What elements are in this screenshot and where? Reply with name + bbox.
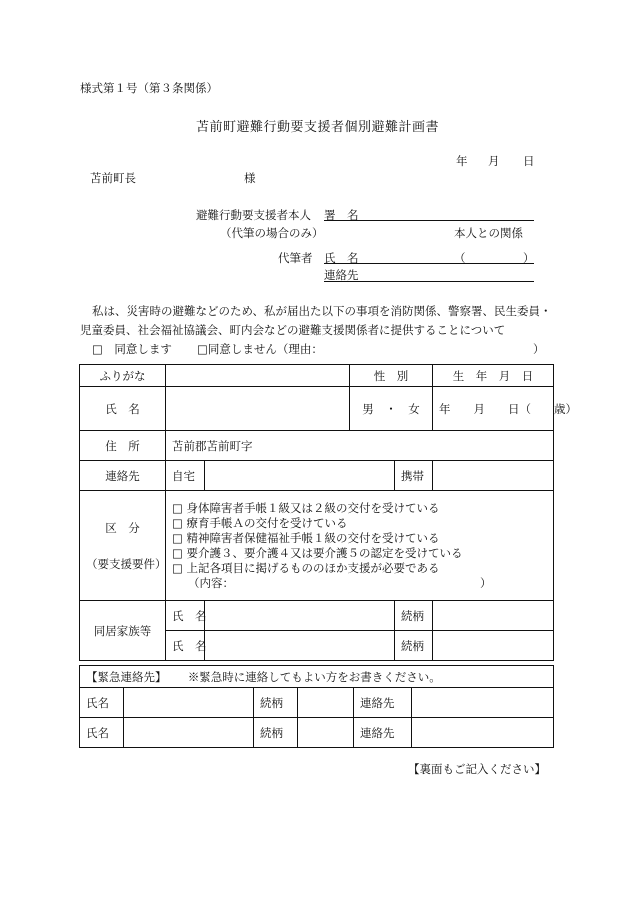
category-label xyxy=(80,491,166,601)
principal-label: 避難行動要支援者本人 xyxy=(196,208,311,222)
proxy-contact-label: 連絡先 xyxy=(324,268,359,282)
family-relation-label: 続柄 xyxy=(395,601,433,631)
home-phone-input[interactable] xyxy=(205,461,395,491)
emergency-contact-label: 連絡先 xyxy=(354,688,412,718)
category-subtitle: （要支援要件） xyxy=(86,556,167,571)
name-label: 氏 名 xyxy=(80,387,166,431)
footer-note: 【裏面もご記入ください】 xyxy=(408,762,546,776)
family-name-input-1[interactable] xyxy=(205,601,395,631)
emergency-name-label: 氏名 xyxy=(80,718,124,748)
family-relation-label: 続柄 xyxy=(395,631,433,661)
mobile-label: 携帯 xyxy=(395,461,433,491)
category-checklist xyxy=(166,491,554,601)
family-name-label: 氏 名 xyxy=(166,601,205,631)
contact-label: 連絡先 xyxy=(80,461,166,491)
emergency-relation-input-2[interactable] xyxy=(298,718,354,748)
address-label: 住 所 xyxy=(80,431,166,461)
emergency-header xyxy=(80,666,554,688)
category-item-4[interactable]: □ 要介護３、要介護４又は要介護５の認定を受けている xyxy=(172,545,463,560)
home-phone-label: 自宅 xyxy=(166,461,205,491)
furigana-input[interactable] xyxy=(166,365,350,387)
emergency-note: ※緊急時に連絡してもよい方をお書きください。 xyxy=(187,669,441,684)
emergency-name-input-2[interactable] xyxy=(124,718,254,748)
applicant-table xyxy=(79,364,577,661)
furigana-label: ふりがな xyxy=(80,365,166,387)
emergency-contact-input-1[interactable] xyxy=(412,688,554,718)
consent-close-paren: ） xyxy=(533,342,545,356)
consent-agree-checkbox[interactable]: □ 同意します xyxy=(92,342,172,356)
family-name-input-2[interactable] xyxy=(205,631,395,661)
proxy-label: 代筆者 xyxy=(278,251,313,265)
date-day: 日 xyxy=(523,154,535,168)
addressee-honorific: 様 xyxy=(244,171,256,185)
emergency-title: 【緊急連絡先】 xyxy=(86,669,167,684)
family-name-label: 氏 名 xyxy=(166,631,205,661)
category-item-5[interactable]: □ 上記各項目に掲げるもののほか支援が必要である xyxy=(172,560,440,575)
consent-disagree-checkbox[interactable]: □同意しません（理由： xyxy=(197,342,323,356)
family-relation-input-1[interactable] xyxy=(433,601,554,631)
form-number: 様式第１号（第３条関係） xyxy=(80,81,218,95)
gender-options[interactable]: 男 ・ 女 xyxy=(350,387,433,431)
gender-label: 性 別 xyxy=(350,365,433,387)
relation-label: 本人との関係 xyxy=(454,226,523,240)
category-item-2[interactable]: □ 療育手帳Ａの交付を受けている xyxy=(172,515,348,530)
proxy-contact-field[interactable] xyxy=(324,281,534,282)
emergency-relation-label: 続柄 xyxy=(254,688,298,718)
date-month: 月 xyxy=(488,154,500,168)
consent-line-1: 私は、災害時の避難などのため、私が届出た以下の事項を消防関係、警察署、民生委員・ xyxy=(92,304,552,318)
family-relation-input-2[interactable] xyxy=(433,631,554,661)
emergency-contact-label: 連絡先 xyxy=(354,718,412,748)
birth-label: 生 年 月 日 xyxy=(433,365,554,387)
category-item-3[interactable]: □ 精神障害者保健福祉手帳１級の交付を受けている xyxy=(172,530,440,545)
emergency-relation-label: 続柄 xyxy=(254,718,298,748)
category-detail-close: ） xyxy=(480,575,492,590)
emergency-table xyxy=(79,665,554,748)
category-title: 区 分 xyxy=(105,520,140,535)
name-input[interactable] xyxy=(166,387,350,431)
date-year: 年 xyxy=(456,154,468,168)
emergency-name-input-1[interactable] xyxy=(124,688,254,718)
consent-line-2: 児童委員、社会福祉協議会、町内会などの避難支援関係者に提供することについて xyxy=(80,323,506,337)
mobile-input[interactable] xyxy=(433,461,554,491)
proxy-note: （代筆の場合のみ） xyxy=(220,226,324,240)
addressee-name: 苫前町長 xyxy=(90,171,136,185)
family-label: 同居家族等 xyxy=(80,601,166,661)
proxy-relation-paren: （ ） xyxy=(454,251,535,265)
category-detail-label: （内容： xyxy=(188,575,234,590)
page-title: 苫前町避難行動要支援者個別避難計画書 xyxy=(196,120,440,135)
proxy-name-field[interactable] xyxy=(324,263,534,264)
emergency-name-label: 氏名 xyxy=(80,688,124,718)
emergency-relation-input-1[interactable] xyxy=(298,688,354,718)
birth-value[interactable]: 年 月 日（ 歳） xyxy=(433,387,554,431)
emergency-contact-input-2[interactable] xyxy=(412,718,554,748)
signature-field[interactable] xyxy=(324,220,534,221)
category-item-1[interactable]: □ 身体障害者手帳１級又は２級の交付を受けている xyxy=(172,500,440,515)
proxy-name-label: 氏 名 xyxy=(324,251,359,265)
signature-label: 署 名 xyxy=(324,208,359,222)
address-input[interactable]: 苫前郡苫前町字 xyxy=(166,431,554,461)
